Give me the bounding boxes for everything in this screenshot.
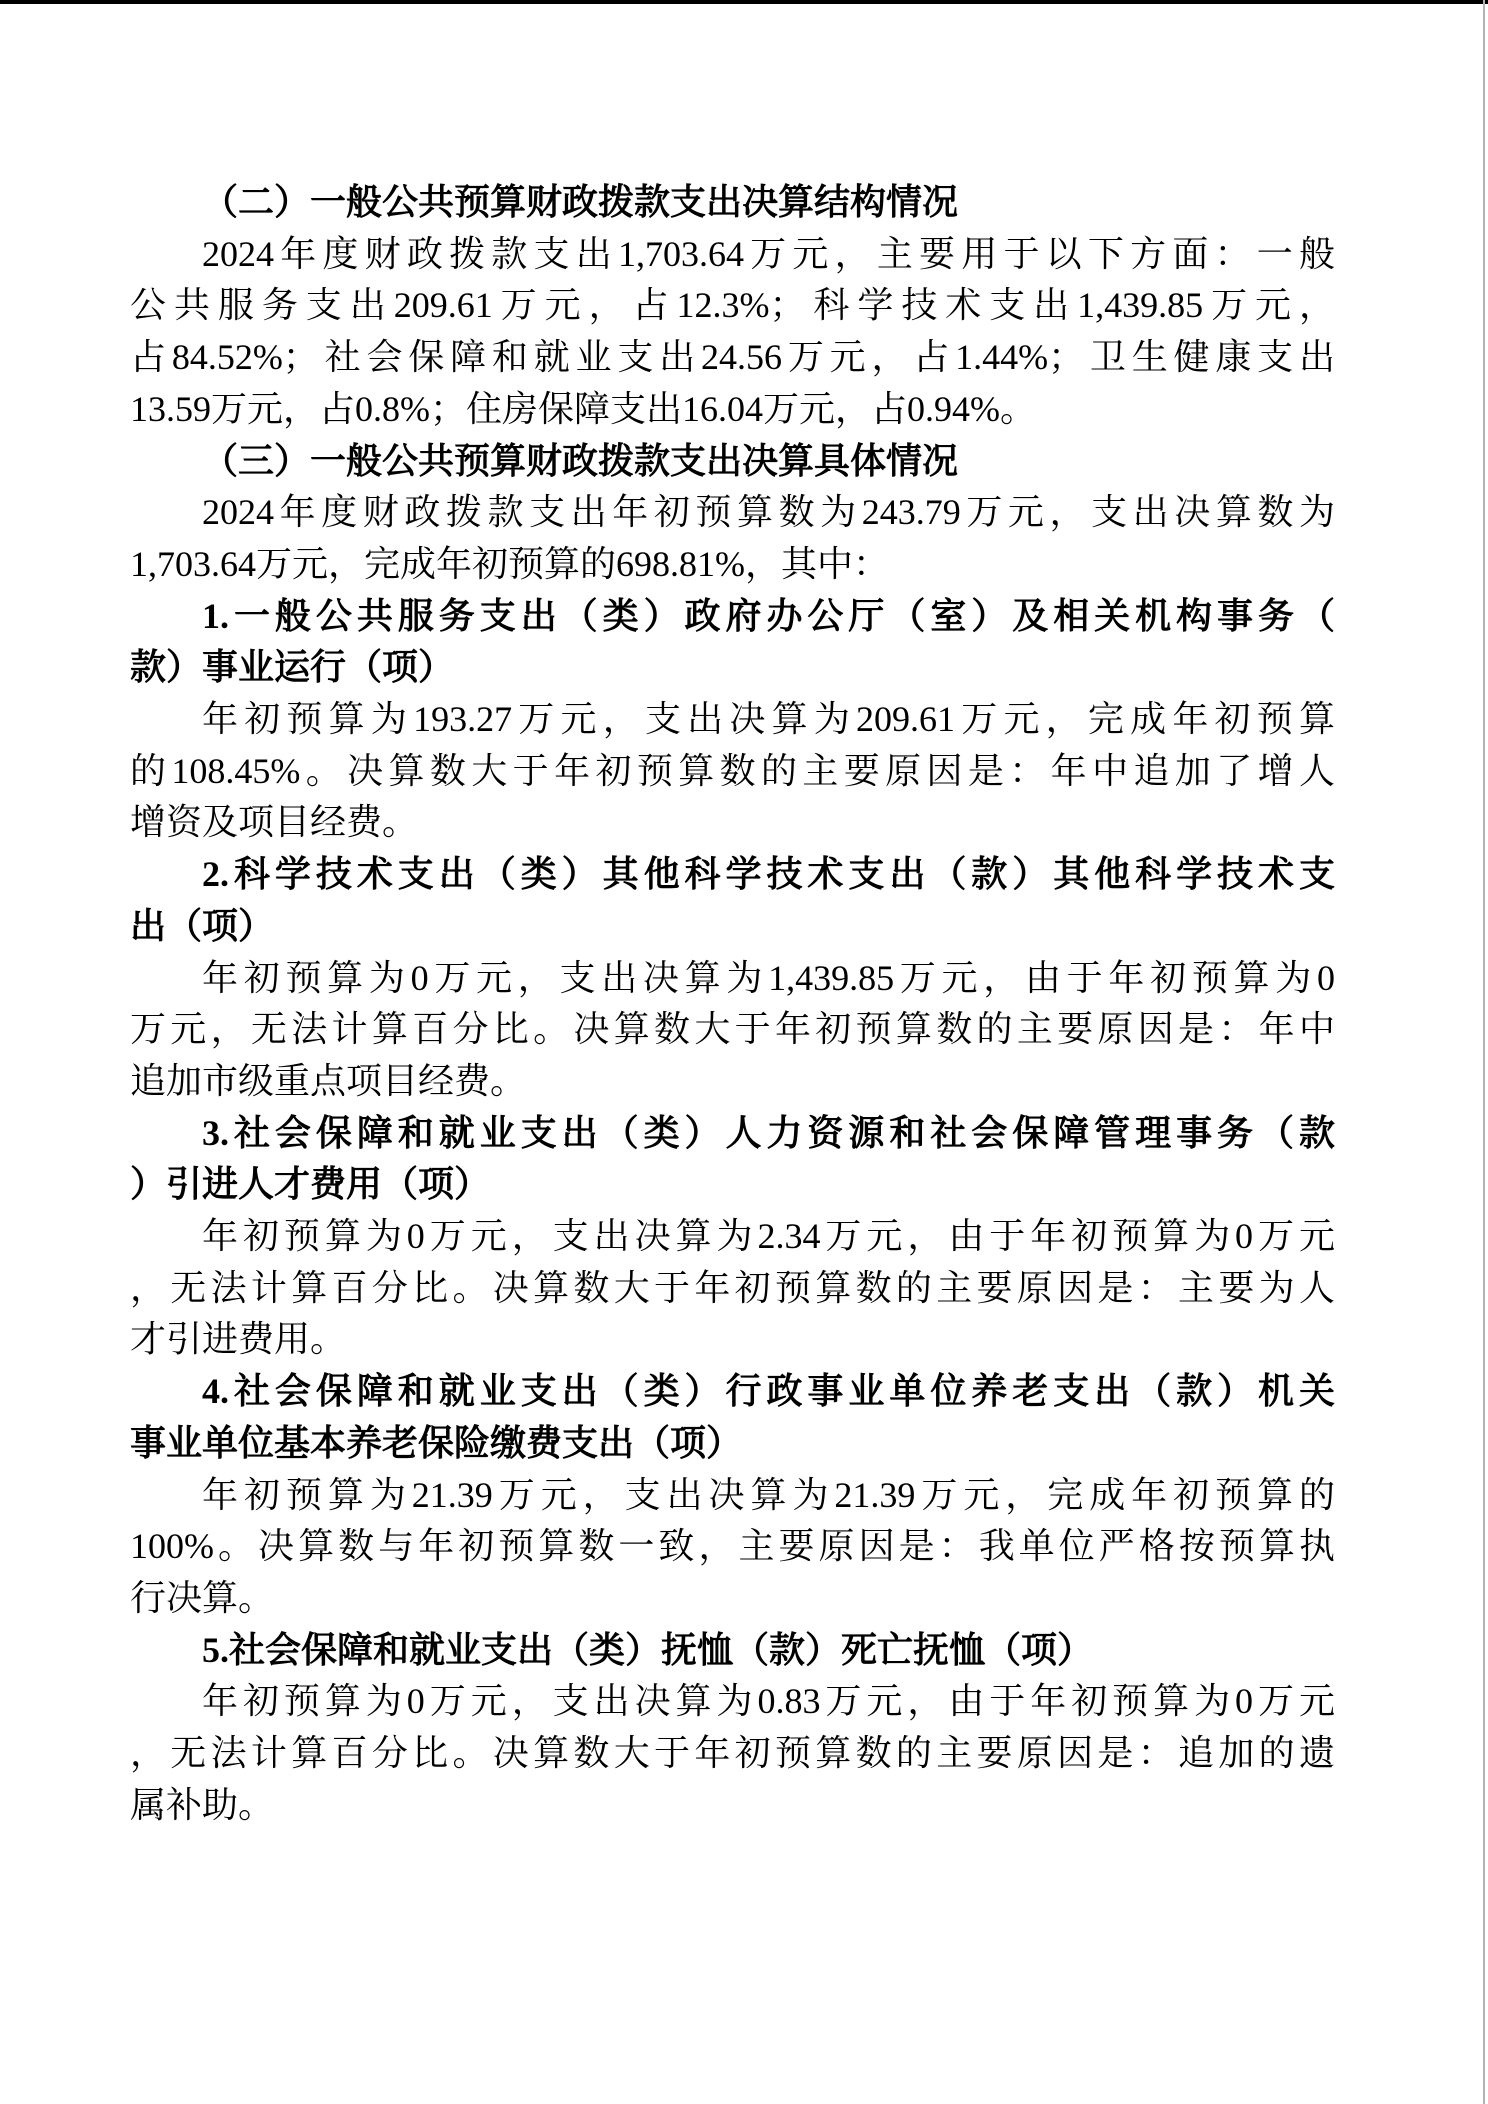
- heading-line: 款）事业运行（项）: [130, 647, 455, 688]
- item-4-heading: [130, 1366, 1335, 1469]
- heading-line: （三）一般公共预算财政拨款支出决算具体情况: [202, 440, 959, 481]
- item-2-heading: [130, 849, 1335, 952]
- item-3-paragraph: [130, 1211, 1335, 1366]
- item-1-heading: [130, 591, 1335, 694]
- text-line: 年初预算为0万元，支出决算为0.83万元，由于年初预算为0万元: [202, 1681, 1335, 1722]
- text-line: 公共服务支出209.61万元，占12.3%；科学技术支出1,439.85万元，: [130, 285, 1335, 326]
- scan-right-edge-artifact: [1483, 0, 1485, 2104]
- heading-line: 1.一般公共服务支出（类）政府办公厅（室）及相关机构事务（: [202, 595, 1335, 636]
- item-5-heading: [130, 1625, 1335, 1677]
- text-line: 100%。决算数与年初预算数一致，主要原因是：我单位严格按预算执: [130, 1526, 1335, 1567]
- scan-top-edge-artifact: [0, 0, 1488, 4]
- heading-line: 3.社会保障和就业支出（类）人力资源和社会保障管理事务（款: [202, 1112, 1335, 1153]
- item-4-paragraph: [130, 1470, 1335, 1625]
- item-3-heading: [130, 1108, 1335, 1211]
- paragraph-budget-overview: [130, 487, 1335, 590]
- text-line: 增资及项目经费。: [130, 802, 419, 843]
- text-line: 年初预算为0万元，支出决算为2.34万元，由于年初预算为0万元: [202, 1216, 1335, 1257]
- text-line: 的108.45%。决算数大于年初预算数的主要原因是：年中追加了增人: [130, 750, 1335, 791]
- text-line: 13.59万元，占0.8%；住房保障支出16.04万元，占0.94%。: [130, 388, 1036, 429]
- text-line: 2024年度财政拨款支出1,703.64万元，主要用于以下方面：一般: [202, 233, 1335, 274]
- document-body: [130, 177, 1335, 1832]
- item-1-paragraph: [130, 694, 1335, 849]
- text-line: 年初预算为21.39万元，支出决算为21.39万元，完成年初预算的: [202, 1474, 1335, 1515]
- heading-line: ）引进人才费用（项）: [130, 1164, 491, 1205]
- text-line: 占84.52%；社会保障和就业支出24.56万元，占1.44%；卫生健康支出: [130, 337, 1335, 378]
- heading-line: 出（项）: [130, 905, 275, 946]
- text-line: 属补助。: [130, 1784, 275, 1825]
- text-line: 追加市级重点项目经费。: [130, 1060, 527, 1101]
- text-line: 万元，无法计算百分比。决算数大于年初预算数的主要原因是：年中: [130, 1009, 1335, 1050]
- text-line: ，无法计算百分比。决算数大于年初预算数的主要原因是：主要为人: [130, 1267, 1335, 1308]
- section-heading-3: [130, 436, 1335, 488]
- paragraph-expenditure-structure: [130, 229, 1335, 436]
- item-2-paragraph: [130, 953, 1335, 1108]
- heading-line: （二）一般公共预算财政拨款支出决算结构情况: [202, 182, 959, 222]
- heading-line: 4.社会保障和就业支出（类）行政事业单位养老支出（款）机关: [202, 1371, 1335, 1412]
- text-line: 年初预算为0万元，支出决算为1,439.85万元，由于年初预算为0: [202, 957, 1335, 998]
- text-line: 1,703.64万元，完成年初预算的698.81%，其中：: [130, 543, 889, 584]
- item-5-paragraph: [130, 1676, 1335, 1831]
- text-line: 年初预算为193.27万元，支出决算为209.61万元，完成年初预算: [202, 699, 1335, 740]
- text-line: 才引进费用。: [130, 1319, 347, 1360]
- text-line: 行决算。: [130, 1577, 275, 1618]
- section-heading-2: [130, 177, 1335, 229]
- text-line: ，无法计算百分比。决算数大于年初预算数的主要原因是：追加的遗: [130, 1733, 1335, 1774]
- heading-line: 2.科学技术支出（类）其他科学技术支出（款）其他科学技术支: [202, 854, 1335, 895]
- heading-line: 5.社会保障和就业支出（类）抚恤（款）死亡抚恤（项）: [202, 1629, 1094, 1670]
- text-line: 2024年度财政拨款支出年初预算数为243.79万元，支出决算数为: [202, 492, 1335, 533]
- heading-line: 事业单位基本养老保险缴费支出（项）: [130, 1422, 743, 1463]
